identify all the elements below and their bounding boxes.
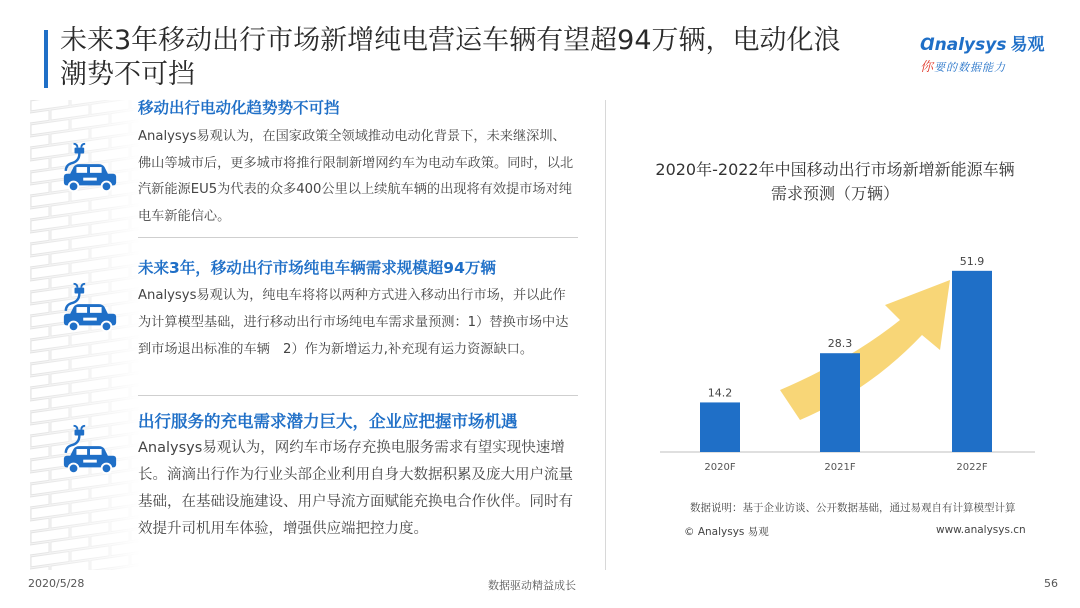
slide-date: 2020/5/28 (28, 577, 85, 590)
logo-brand-en: nalysys (934, 35, 1007, 55)
section-body: Analysys易观认为，网约车市场存充换电服务需求有望实现快速增长。滴滴出行作为行业头部企业利用自身大数据积累及庞大用户流量基础，在基础设施建设、用户导流方面赋能充换电合作伙伴。同时有效提升司机用车体验，增强供应端把控力度。 (138, 440, 573, 537)
data-label-2022F: 51.9 (959, 254, 985, 268)
electric-car-icon (60, 278, 120, 338)
x-tick-label-2021F: 2021F (824, 462, 856, 473)
title-accent-bar (44, 30, 48, 88)
page-title: 未来3年移动出行市场新增纯电营运车辆有望超94万辆，电动化浪潮势不可挡 (60, 25, 841, 90)
electric-car-icon (60, 420, 120, 480)
bar-2021F (820, 353, 860, 452)
data-note: 数据说明：基于企业访谈、公开数据基础，通过易观自有计算模型计算 (690, 502, 1016, 514)
slide-slogan: 数据驱动精益成长 (488, 579, 576, 592)
logo-tagline-rest: 要的数据能力 (934, 61, 1007, 74)
x-tick-label-2022F: 2022F (956, 462, 988, 473)
section-divider (138, 395, 578, 396)
x-tick-label-2020F: 2020F (704, 462, 736, 473)
data-label-2021F: 28.3 (827, 337, 853, 351)
section-divider (138, 237, 578, 238)
page-number: 56 (1044, 577, 1058, 590)
website-url: www.analysys.cn (936, 524, 1026, 536)
section-body: Analysys易观认为，纯电车将将以两种方式进入移动出行市场，并以此作为计算模型基础，进行移动出行市场纯电车需求量预测：1）替换市场中达到市场退出标准的车辆 2）作为新增运力,补充现有运力资源缺口。 (138, 288, 569, 357)
section-heading: 出行服务的充电需求潜力巨大，企业应把握市场机遇 (138, 412, 518, 431)
bar-chart (650, 240, 1050, 480)
chart-title: 2020年-2022年中国移动出行市场新增新能源车辆需求预测（万辆） (655, 160, 1015, 203)
bar-2022F (952, 271, 992, 452)
section-demand-scale (60, 256, 580, 396)
trend-arrow-decoration (780, 280, 950, 420)
logo-tagline-first: 你 (920, 60, 935, 75)
copyright: © Analysys 易观 (684, 526, 769, 538)
section-body: Analysys易观认为，在国家政策全领域推动电动化背景下，未来继深圳、佛山等城市后，更多城市将推行限制新增网约车为电动车政策。同时，以北汽新能源EU5为代表的众多400公里以上续航车辆的出现将有效提市场对纯电车新能信心。 (138, 129, 574, 224)
logo-mark: Ɑ (920, 35, 935, 55)
column-divider (605, 100, 606, 570)
bar-2020F (700, 402, 740, 452)
logo-brand-cn: 易观 (1010, 35, 1045, 55)
section-ev-trend (60, 96, 580, 236)
section-charging-demand (60, 408, 580, 578)
data-label-2020F: 14.2 (707, 386, 733, 400)
section-heading: 移动出行电动化趋势势不可挡 (138, 99, 340, 117)
analysys-logo (920, 30, 1060, 75)
section-heading: 未来3年，移动出行市场纯电车辆需求规模超94万辆 (138, 259, 496, 277)
electric-car-icon (60, 138, 120, 198)
